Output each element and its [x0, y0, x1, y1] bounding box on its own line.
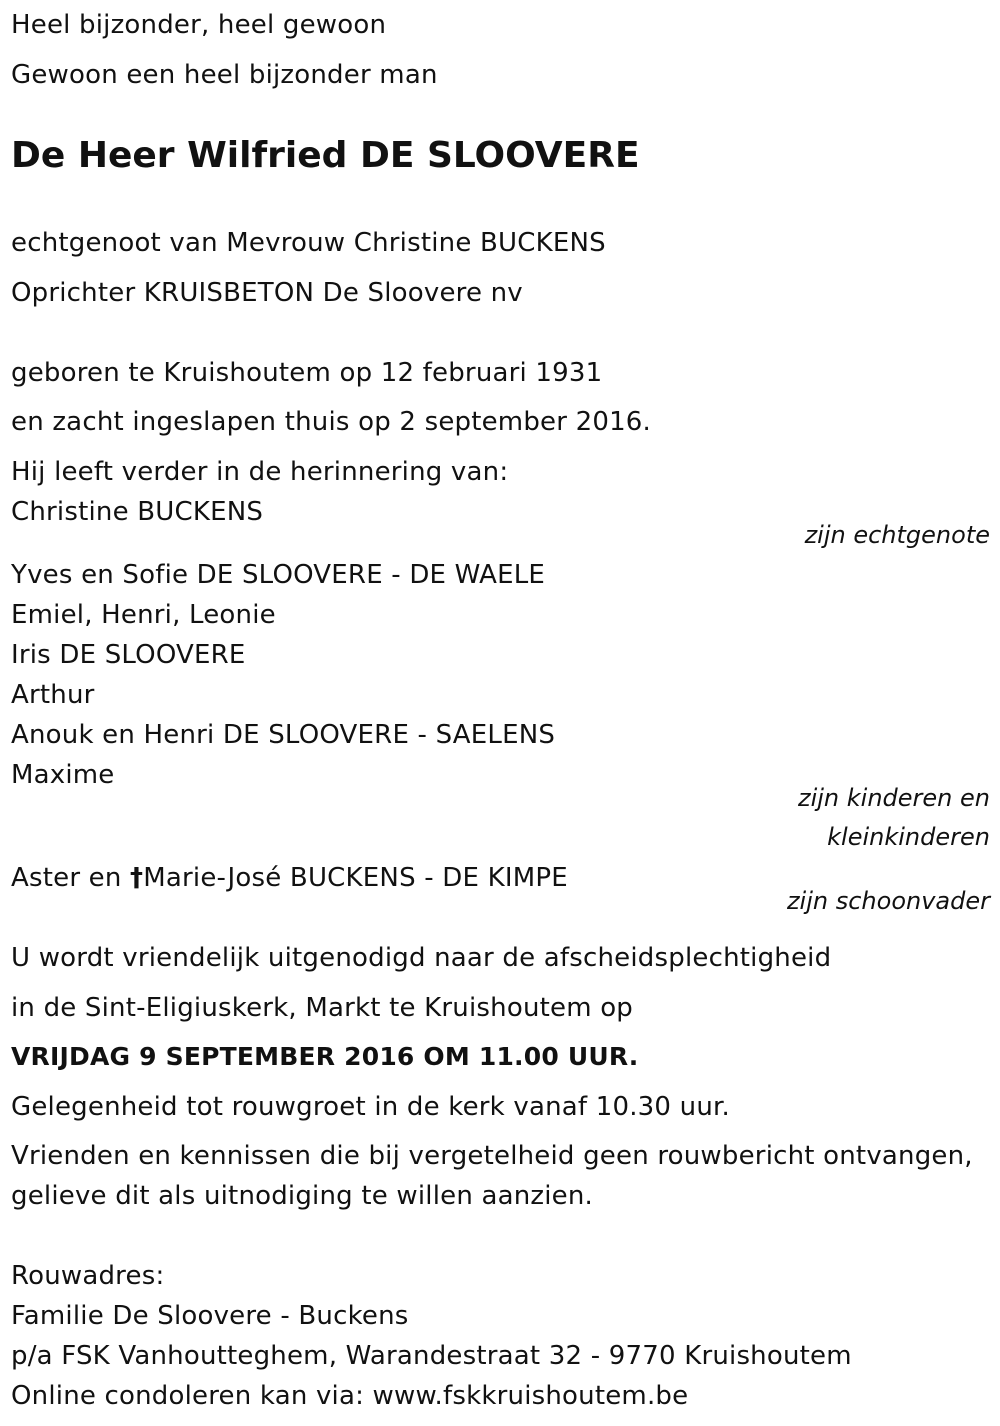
- child-line-1: Yves en Sofie DE SLOOVERE - DE WAELE: [11, 560, 546, 590]
- child-line-3: Iris DE SLOOVERE: [11, 640, 246, 670]
- father-in-law-role: zijn schoonvader: [786, 887, 990, 915]
- online-prefix: Online condoleren kan via:: [11, 1381, 373, 1411]
- address-street: p/a FSK Vanhoutteghem, Warandestraat 32 - 9770 Kruishoutem: [11, 1341, 852, 1371]
- invite-line-2: in de Sint-Eligiuskerk, Markt te Kruishoutem op: [11, 993, 634, 1023]
- father-in-law-line: [11, 861, 568, 895]
- children-role-line-2: kleinkinderen: [827, 823, 990, 851]
- child-line-5: Anouk en Henri DE SLOOVERE - SAELENS: [11, 720, 556, 750]
- ceremony-datetime: VRIJDAG 9 SEPTEMBER 2016 OM 11.00 UUR.: [11, 1042, 639, 1071]
- died-line: en zacht ingeslapen thuis op 2 september 2016.: [11, 407, 652, 437]
- cross-symbol: †: [130, 863, 144, 893]
- father-in-law-name: Marie-José BUCKENS - DE KIMPE: [143, 863, 568, 893]
- deceased-name-title: De Heer Wilfried DE SLOOVERE: [11, 135, 640, 176]
- born-line: geboren te Kruishoutem op 12 februari 1931: [11, 358, 603, 388]
- online-url[interactable]: www.fskkruishoutem.be: [372, 1381, 689, 1411]
- spouse-line: echtgenoot van Mevrouw Christine BUCKENS: [11, 228, 606, 258]
- children-role-line-1: zijn kinderen en: [798, 784, 990, 812]
- child-line-2: Emiel, Henri, Leonie: [11, 600, 276, 630]
- spouse-name: Christine BUCKENS: [11, 497, 264, 527]
- notice-line-2: gelieve dit als uitnodiging te willen aanzien.: [11, 1181, 594, 1211]
- notice-line-1: Vrienden en kennissen die bij vergetelheid geen rouwbericht ontvangen,: [11, 1141, 973, 1171]
- intro-line-2: Gewoon een heel bijzonder man: [11, 60, 438, 90]
- address-family: Familie De Sloovere - Buckens: [11, 1301, 409, 1331]
- address-label: Rouwadres:: [11, 1261, 165, 1291]
- invite-line-1: U wordt vriendelijk uitgenodigd naar de afscheidsplechtigheid: [11, 943, 832, 973]
- founder-line: Oprichter KRUISBETON De Sloovere nv: [11, 278, 523, 308]
- spouse-role: zijn echtgenote: [804, 521, 990, 549]
- child-line-4: Arthur: [11, 680, 95, 710]
- father-in-law-prefix: Aster en: [11, 863, 131, 893]
- condolence-line: Gelegenheid tot rouwgroet in de kerk vanaf 10.30 uur.: [11, 1092, 730, 1122]
- intro-line-1: Heel bijzonder, heel gewoon: [11, 10, 387, 40]
- family-intro: Hij leeft verder in de herinnering van:: [11, 457, 509, 487]
- child-line-6: Maxime: [11, 760, 115, 790]
- online-condolence-line: [11, 1379, 688, 1413]
